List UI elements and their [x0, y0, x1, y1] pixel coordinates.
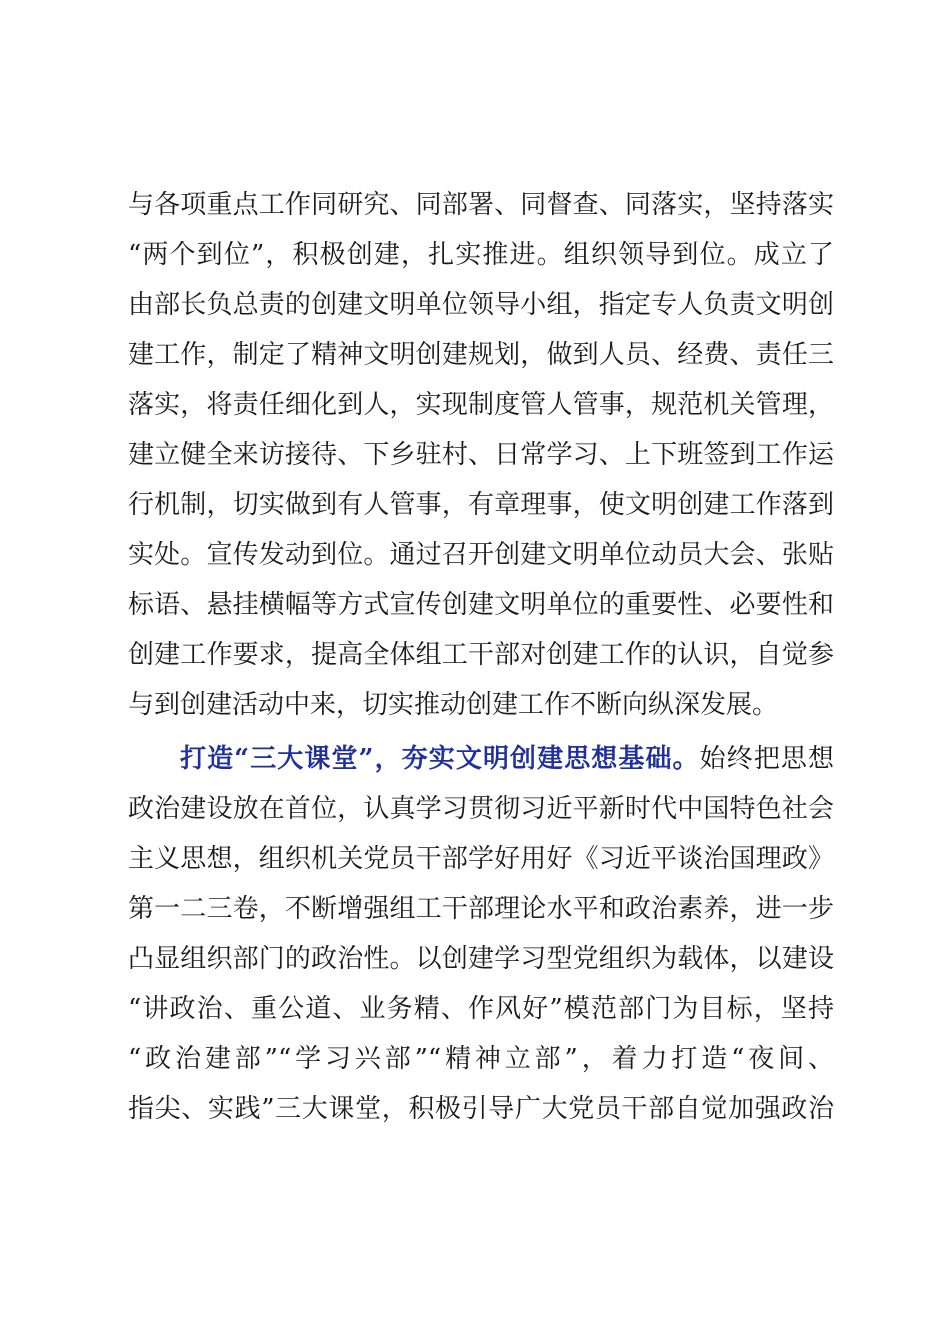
- paragraph-2-line: 凸显组织部门的政治性。以创建学习型党组织为载体，以建设: [128, 944, 834, 974]
- paragraph-1-line: 建工作，制定了精神文明创建规划，做到人员、经费、责任三: [128, 340, 834, 370]
- paragraph-2-line: 主义思想，组织机关党员干部学好用好《习近平谈治国理政》: [128, 844, 834, 874]
- paragraph-2-line: 政治建设放在首位，认真学习贯彻习近平新时代中国特色社会: [128, 794, 834, 824]
- paragraph-1-line: 落实，将责任细化到人，实现制度管人管事，规范机关管理，: [128, 390, 834, 420]
- paragraph-2-line: “讲政治、重公道、业务精、作风好”模范部门为目标，坚持: [128, 994, 834, 1024]
- paragraph-1-line: 实处。宣传发动到位。通过召开创建文明单位动员大会、张贴: [128, 540, 834, 570]
- paragraph-1-line: 标语、悬挂横幅等方式宣传创建文明单位的重要性、必要性和: [128, 590, 834, 620]
- paragraph-2-line: “政治建部”“学习兴部”“精神立部”，着力打造“夜间、: [128, 1044, 834, 1074]
- paragraph-1-line: 行机制，切实做到有人管事，有章理事，使文明创建工作落到: [128, 490, 834, 520]
- paragraph-1-line: 与到创建活动中来，切实推动创建工作不断向纵深发展。: [128, 690, 779, 720]
- paragraph-1-line: 建立健全来访接待、下乡驻村、日常学习、上下班签到工作运: [128, 440, 834, 470]
- paragraph-2-line: 指尖、实践”三大课堂，积极引导广大党员干部自觉加强政治: [128, 1094, 834, 1124]
- paragraph-2-first-line: [180, 734, 834, 784]
- paragraph-2-line: 第一二三卷，不断增强组工干部理论水平和政治素养，进一步: [128, 894, 834, 924]
- paragraph-1-line: “两个到位”，积极创建，扎实推进。组织领导到位。成立了: [128, 240, 834, 270]
- paragraph-1-line: 创建工作要求，提高全体组工干部对创建工作的认识，自觉参: [128, 640, 834, 670]
- paragraph-2-first-line-text: 始终把思想: [699, 744, 834, 774]
- section-heading: 打造“三大课堂”，夯实文明创建思想基础。: [180, 744, 700, 774]
- paragraph-1-line: 与各项重点工作同研究、同部署、同督查、同落实，坚持落实: [128, 190, 834, 220]
- paragraph-1-line: 由部长负总责的创建文明单位领导小组，指定专人负责文明创: [128, 290, 834, 320]
